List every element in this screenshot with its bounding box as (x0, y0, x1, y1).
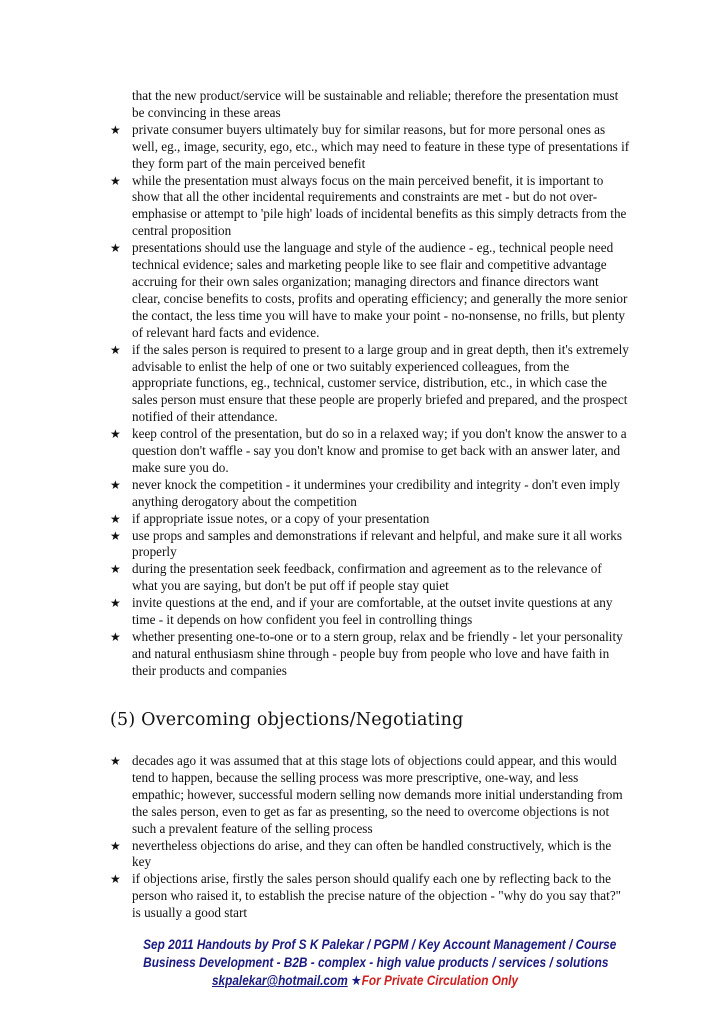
list-item-text: if the sales person is required to present to a large group and in great depth, then it's extremely advisable to enlist the help of one or two suitably experienced colleagues, from the appropriate functions, eg., technical, customer service, distribution, etc., in which case the sales person must ensure that these people are properly briefed and prepared, and the prospect notified of their attendance. (132, 341, 629, 425)
list-item-text: during the presentation seek feedback, confirmation and agreement as to the relevance of what you are saying, but don't be put off if people stay quiet (132, 561, 602, 594)
list-item (110, 240, 630, 341)
list-item (110, 871, 630, 922)
list-item (110, 528, 630, 562)
star-bullet-icon: ★ (110, 342, 121, 357)
star-bullet-icon: ★ (110, 173, 121, 188)
section-heading: (5) Overcoming objections/Negotiating (110, 710, 464, 730)
bottom-bullet-list (110, 753, 630, 922)
footer-line-1: Sep 2011 Handouts by Prof S K Palekar / PGPM / Key Account Management / Course (143, 937, 617, 952)
star-icon: ★ (351, 973, 362, 989)
list-item (110, 838, 630, 872)
star-bullet-icon: ★ (110, 838, 121, 853)
list-item (110, 122, 630, 173)
star-bullet-icon: ★ (110, 562, 121, 577)
list-item (110, 595, 630, 629)
list-item-text: if appropriate issue notes, or a copy of your presentation (132, 510, 430, 526)
list-item (110, 173, 630, 241)
page-footer (143, 936, 617, 990)
list-item (110, 477, 630, 511)
list-item-text: invite questions at the end, and if your are comfortable, at the outset invite questions at any time - it depends on how confident you feel in controlling things (132, 595, 613, 628)
list-item-text: private consumer buyers ultimately buy for similar reasons, but for more personal ones as well, eg., image, security, ego, etc., which may need to feature in these type of presentations if they form part of the main perceived benefit (132, 121, 630, 171)
star-bullet-icon: ★ (110, 872, 121, 887)
star-bullet-icon: ★ (110, 511, 121, 526)
top-bullet-list (110, 88, 630, 680)
star-bullet-icon: ★ (110, 528, 121, 543)
email-link[interactable]: skpalekar@hotmail.com (211, 973, 348, 988)
list-item (110, 511, 630, 528)
star-bullet-icon: ★ (110, 477, 121, 492)
list-item-text: decades ago it was assumed that at this stage lots of objections could appear, and this would tend to happen, because the selling process was more prescriptive, one-way, and less empathic; however, successful modern selling now demands more initial understanding from the sales person, even to get as far as presenting, so the need to overcome objections is not such a prevalent feature of the selling process (132, 753, 623, 836)
list-item (110, 426, 630, 477)
list-item-text: while the presentation must always focus on the main perceived benefit, it is important to show that all the other incidental requirements and constraints are met - but do not over-emphasise or attempt to 'pile high' loads of incidental benefits as this simply detracts from the central proposition (132, 172, 627, 239)
list-item-text: whether presenting one-to-one or to a stern group, relax and be friendly - let your personality and natural enthusiasm shine through - people buy from people who love and have faith in their products and companies (132, 629, 623, 678)
list-item (110, 629, 630, 680)
star-bullet-icon: ★ (110, 596, 121, 611)
star-bullet-icon: ★ (110, 630, 121, 644)
list-item-text: keep control of the presentation, but do so in a relaxed way; if you don't know the answer to a question don't waffle - say you don't know and promise to get back with an answer later, and make sure you do. (132, 426, 627, 475)
list-item (110, 753, 630, 838)
list-item-text: presentations should use the language and style of the audience - eg., technical people need technical evidence; sales and marketing people like to see flair and competitive advantage accruing for their own sales organization; managing directors and finance directors want clear, concise benefits to costs, profits and operating efficiency; and generally the more senior the contact, the less time you will have to make your point - no-nonsense, no frills, but plenty of relevant hard facts and evidence. (132, 240, 628, 340)
star-bullet-icon: ★ (110, 241, 121, 256)
star-bullet-icon: ★ (110, 754, 121, 768)
circulation-note: For Private Circulation Only (361, 973, 519, 988)
list-item (110, 342, 630, 427)
star-bullet-icon: ★ (110, 427, 121, 442)
list-item (110, 561, 630, 595)
star-bullet-icon: ★ (110, 122, 121, 137)
list-item-text: that the new product/service will be sustainable and reliable; therefore the presentation must be convincing in these areas (132, 88, 619, 120)
list-item-continuation (110, 88, 630, 122)
list-item-text: never knock the competition - it undermines your credibility and integrity - don't even imply anything derogatory about the competition (132, 476, 620, 509)
footer-line-2: Business Development - B2B - complex - high value products / services / solutions (143, 955, 609, 970)
list-item-text: if objections arise, firstly the sales person should qualify each one by reflecting back to the person who raised it, to establish the precise nature of the objection - "why do you say that?" is usually a good start (132, 871, 622, 921)
list-item-text: nevertheless objections do arise, and they can often be handled constructively, which is the key (132, 837, 612, 870)
footer-line-3 (143, 972, 587, 990)
list-item-text: use props and samples and demonstrations if relevant and helpful, and make sure it all works properly (132, 527, 623, 560)
